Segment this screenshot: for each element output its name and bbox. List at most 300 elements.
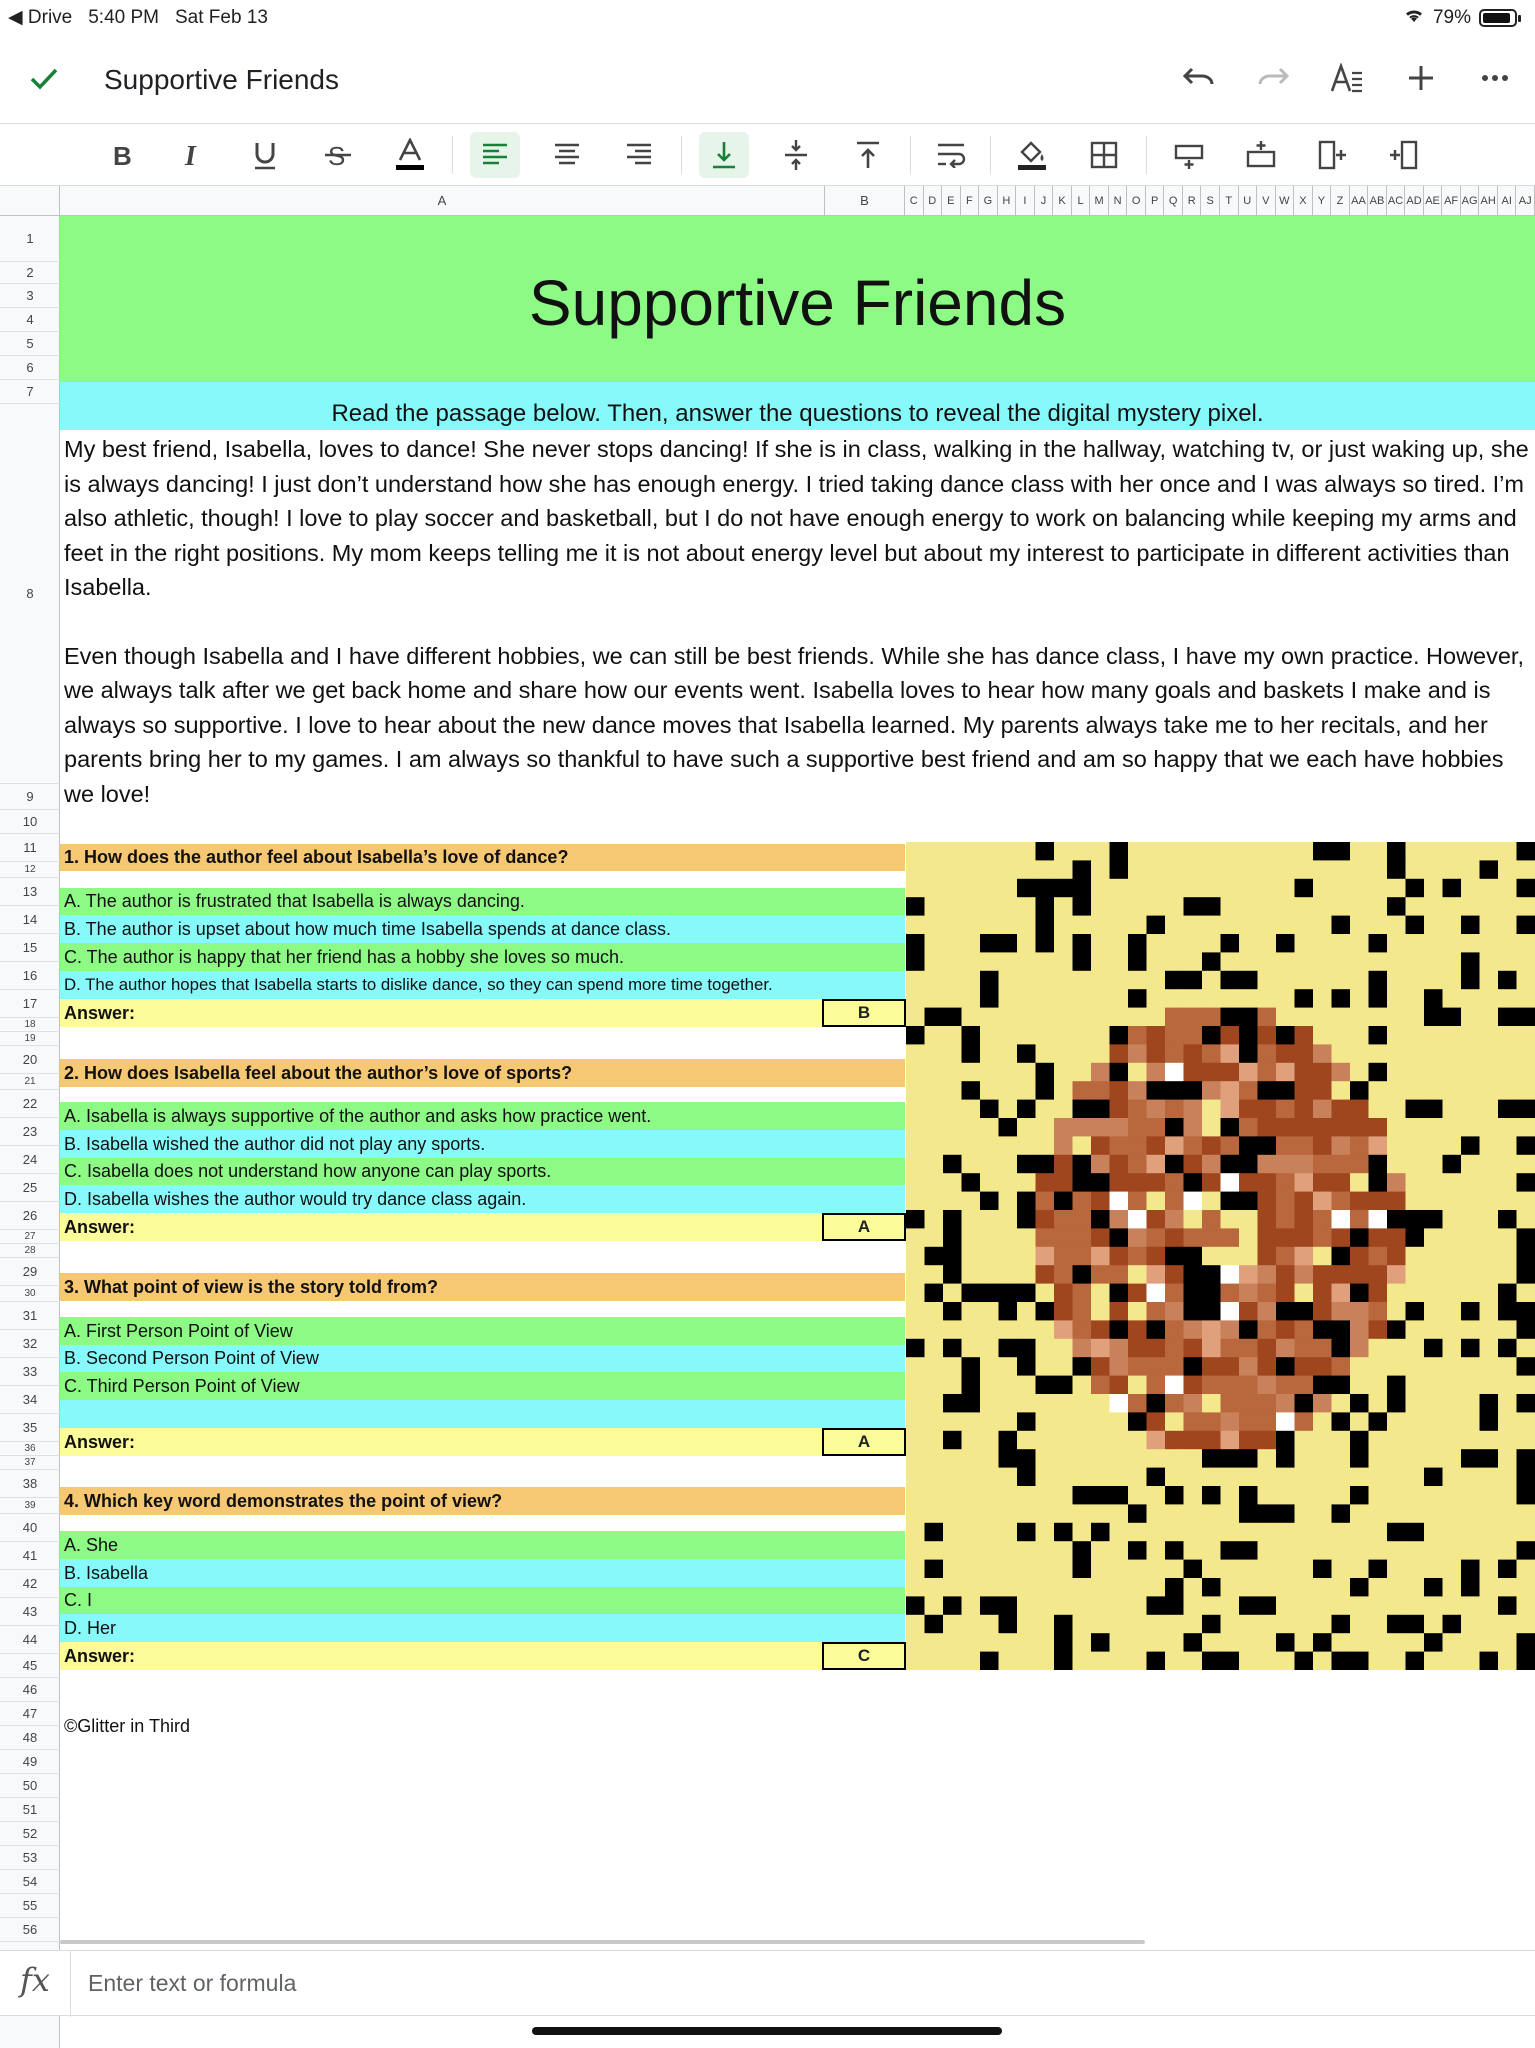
column-header-q[interactable]: Q [1164, 186, 1183, 216]
row-header-21[interactable]: 21 [0, 1074, 60, 1090]
pixel [1369, 1486, 1388, 1505]
column-header-ae[interactable]: AE [1424, 186, 1443, 216]
row-header-54[interactable]: 54 [0, 1870, 60, 1894]
pixel [1406, 1136, 1425, 1155]
pixel [1036, 860, 1055, 879]
pixel [1073, 1192, 1092, 1211]
row-header-19[interactable]: 19 [0, 1032, 60, 1046]
pixel [1498, 1339, 1517, 1358]
row-header-36[interactable]: 36 [0, 1442, 60, 1456]
pixel [1017, 1431, 1036, 1450]
question-3-empty-row[interactable] [60, 1400, 905, 1428]
question-3-option-a[interactable]: A. First Person Point of View [60, 1317, 905, 1345]
pixel [1221, 1284, 1240, 1303]
horizontal-scrollbar[interactable] [60, 1940, 1145, 1944]
pixel [1110, 1192, 1129, 1211]
row-header-10[interactable]: 10 [0, 810, 60, 834]
column-header-y[interactable]: Y [1313, 186, 1332, 216]
pixel [1332, 1210, 1351, 1229]
pixel [1128, 842, 1147, 861]
column-header-ag[interactable]: AG [1461, 186, 1480, 216]
valign-bottom-icon[interactable] [699, 132, 749, 178]
pixel [1332, 952, 1351, 971]
row-header-11[interactable]: 11 [0, 834, 60, 862]
borders-icon[interactable] [1079, 132, 1129, 178]
pixel [1239, 1247, 1258, 1266]
question-2[interactable]: 2. How does Isabella feel about the author’s love of sports? [60, 1059, 905, 1087]
pixel [1165, 1155, 1184, 1174]
pixel [925, 1265, 944, 1284]
question-3[interactable]: 3. What point of view is the story told from? [60, 1273, 905, 1301]
row-header-44[interactable]: 44 [0, 1626, 60, 1654]
pixel [1387, 916, 1406, 935]
pixel [999, 1412, 1018, 1431]
column-header-aa[interactable]: AA [1350, 186, 1369, 216]
pixel [1110, 1118, 1129, 1137]
pixel [1332, 1376, 1351, 1395]
row-header-24[interactable]: 24 [0, 1146, 60, 1174]
column-header-u[interactable]: U [1239, 186, 1258, 216]
pixel [980, 1560, 999, 1579]
pixel [943, 897, 962, 916]
pixel [1313, 842, 1332, 861]
format-toolbar [0, 124, 1535, 186]
pixel [1258, 1192, 1277, 1211]
pixel [1091, 1652, 1110, 1670]
column-header-e[interactable]: E [942, 186, 961, 216]
row-header-9[interactable]: 9 [0, 784, 60, 810]
select-all-corner[interactable] [0, 186, 60, 216]
row-header-27[interactable]: 27 [0, 1230, 60, 1244]
sheet-area[interactable] [60, 216, 1535, 1946]
pixel [1369, 1008, 1388, 1027]
undo-icon[interactable] [1179, 58, 1219, 98]
row-header-18[interactable]: 18 [0, 1018, 60, 1032]
insert-col-left-icon[interactable] [1308, 132, 1358, 178]
row-header-47[interactable]: 47 [0, 1702, 60, 1726]
pixel [1480, 971, 1499, 990]
pixel [943, 1504, 962, 1523]
title-bar [0, 44, 1535, 124]
pixel [1443, 952, 1462, 971]
pixel [1332, 1118, 1351, 1137]
strikethrough-icon[interactable] [313, 132, 363, 178]
pixel [1387, 1081, 1406, 1100]
align-left-icon[interactable] [470, 132, 520, 178]
pixel [1073, 1210, 1092, 1229]
fill-color-icon[interactable] [1007, 132, 1057, 178]
pixel [1036, 1136, 1055, 1155]
column-header-d[interactable]: D [924, 186, 943, 216]
pixel [1480, 1339, 1499, 1358]
row-header-37[interactable]: 37 [0, 1456, 60, 1470]
pixel [1276, 1596, 1295, 1615]
pixel [1054, 1615, 1073, 1634]
pixel [1073, 1339, 1092, 1358]
row-header-22[interactable]: 22 [0, 1090, 60, 1118]
row-header-30[interactable]: 30 [0, 1286, 60, 1302]
row-header-8[interactable]: 8 [0, 404, 60, 784]
pixel [1017, 1320, 1036, 1339]
pixel [1406, 1578, 1425, 1597]
pixel [1110, 1394, 1129, 1413]
pixel [1258, 1339, 1277, 1358]
pixel [1239, 916, 1258, 935]
pixel [980, 1118, 999, 1137]
pixel [1406, 1431, 1425, 1450]
pixel [1258, 860, 1277, 879]
pixel [1258, 1173, 1277, 1192]
pixel [1369, 1210, 1388, 1229]
row-header-35[interactable]: 35 [0, 1414, 60, 1442]
question-2-option-c[interactable]: C. Isabella does not understand how anyone can play sports. [60, 1158, 905, 1185]
pixel [906, 1136, 925, 1155]
pixel [1517, 1063, 1535, 1082]
pixel [1147, 1044, 1166, 1063]
row-header-28[interactable]: 28 [0, 1244, 60, 1258]
column-header-t[interactable]: T [1220, 186, 1239, 216]
column-header-c[interactable]: C [905, 186, 924, 216]
answer-cell-2[interactable]: A [822, 1213, 906, 1241]
pixel [1350, 1596, 1369, 1615]
row-header-33[interactable]: 33 [0, 1358, 60, 1386]
pixel [1128, 1192, 1147, 1211]
pixel [1239, 897, 1258, 916]
pixel [1221, 1504, 1240, 1523]
row-header-45[interactable]: 45 [0, 1654, 60, 1678]
column-header-ac[interactable]: AC [1387, 186, 1406, 216]
pixel [1443, 1504, 1462, 1523]
pixel [1036, 1615, 1055, 1634]
row-header-43[interactable]: 43 [0, 1598, 60, 1626]
align-center-icon[interactable] [542, 132, 592, 178]
pixel [1313, 1504, 1332, 1523]
pixel [1498, 897, 1517, 916]
pixel [1202, 1449, 1221, 1468]
column-header-l[interactable]: L [1072, 186, 1091, 216]
question-2-option-b[interactable]: B. Isabella wished the author did not play any sports. [60, 1130, 905, 1158]
row-header-16[interactable]: 16 [0, 962, 60, 990]
question-1-option-a[interactable]: A. The author is frustrated that Isabella is always dancing. [60, 888, 905, 915]
row-header-26[interactable]: 26 [0, 1202, 60, 1230]
row-header-14[interactable]: 14 [0, 906, 60, 934]
pixel [999, 1431, 1018, 1450]
row-header-56[interactable]: 56 [0, 1918, 60, 1942]
answer-cell-4[interactable]: C [822, 1642, 906, 1670]
pixel [1091, 1578, 1110, 1597]
text-format-icon[interactable] [1327, 58, 1367, 98]
row-header-55[interactable]: 55 [0, 1894, 60, 1918]
more-icon[interactable] [1475, 58, 1515, 98]
pixel [1221, 971, 1240, 990]
underline-icon[interactable] [240, 132, 290, 178]
fx-icon: fx [20, 1961, 50, 1999]
home-indicator[interactable] [532, 2027, 1002, 2035]
question-4-option-d[interactable]: D. Her [60, 1614, 905, 1642]
insert-row-above-icon[interactable] [1164, 132, 1214, 178]
pixel [1165, 1081, 1184, 1100]
pixel [1165, 1633, 1184, 1652]
pixel [1332, 879, 1351, 898]
align-right-icon[interactable] [614, 132, 664, 178]
pixel [925, 1615, 944, 1634]
pixel [1443, 1118, 1462, 1137]
pixel [1276, 952, 1295, 971]
pixel [1221, 1008, 1240, 1027]
column-header-z[interactable]: Z [1331, 186, 1350, 216]
pixel [1424, 916, 1443, 935]
title-banner[interactable] [60, 216, 1535, 382]
plus-icon[interactable] [1401, 58, 1441, 98]
row-header-53[interactable]: 53 [0, 1846, 60, 1870]
pixel [1313, 1228, 1332, 1247]
pixel [1239, 971, 1258, 990]
pixel [1387, 989, 1406, 1008]
valign-middle-icon[interactable] [771, 132, 821, 178]
redo-icon[interactable] [1253, 58, 1293, 98]
pixel [962, 1044, 981, 1063]
column-header-af[interactable]: AF [1442, 186, 1461, 216]
pixel [962, 1578, 981, 1597]
pixel [1387, 1008, 1406, 1027]
pixel [1017, 1578, 1036, 1597]
column-header-i[interactable]: I [1016, 186, 1035, 216]
row-header-17[interactable]: 17 [0, 990, 60, 1018]
row-header-2[interactable]: 2 [0, 262, 60, 284]
pixel [1202, 1523, 1221, 1542]
column-header-f[interactable]: F [961, 186, 980, 216]
row-header-7[interactable]: 7 [0, 380, 60, 404]
question-1-option-d[interactable]: D. The author hopes that Isabella starts to dislike dance, so they can spend more time together. [60, 971, 905, 999]
column-header-ab[interactable]: AB [1368, 186, 1387, 216]
column-header-k[interactable]: K [1053, 186, 1072, 216]
pixel [1387, 971, 1406, 990]
check-icon[interactable] [28, 62, 64, 98]
row-header-4[interactable]: 4 [0, 308, 60, 332]
pixel [999, 1210, 1018, 1229]
question-1[interactable]: 1. How does the author feel about Isabella’s love of dance? [60, 844, 905, 871]
pixel [1406, 1228, 1425, 1247]
row-header-6[interactable]: 6 [0, 356, 60, 380]
pixel [1184, 916, 1203, 935]
row-header-29[interactable]: 29 [0, 1258, 60, 1286]
column-header-g[interactable]: G [979, 186, 998, 216]
pixel [1202, 1468, 1221, 1487]
question-3-option-c[interactable]: C. Third Person Point of View [60, 1372, 905, 1400]
insert-row-below-icon[interactable] [1236, 132, 1286, 178]
pixel [1147, 1210, 1166, 1229]
column-header-o[interactable]: O [1127, 186, 1146, 216]
row-header-41[interactable]: 41 [0, 1542, 60, 1570]
column-header-w[interactable]: W [1276, 186, 1295, 216]
question-4-option-b[interactable]: B. Isabella [60, 1559, 905, 1587]
row-header-40[interactable]: 40 [0, 1514, 60, 1542]
pixel [925, 1063, 944, 1082]
pixel [1443, 1633, 1462, 1652]
instructions-row[interactable] [60, 382, 1535, 430]
pixel [1387, 1155, 1406, 1174]
pixel [1332, 1284, 1351, 1303]
row-header-1[interactable]: 1 [0, 216, 60, 262]
wrap-icon[interactable] [926, 132, 976, 178]
pixel [1147, 1504, 1166, 1523]
pixel [1202, 1431, 1221, 1450]
row-header-5[interactable]: 5 [0, 332, 60, 356]
column-header-x[interactable]: X [1294, 186, 1313, 216]
pixel [925, 1412, 944, 1431]
question-2-option-a[interactable]: A. Isabella is always supportive of the author and asks how practice went. [60, 1102, 905, 1130]
pixel [1424, 1155, 1443, 1174]
pixel [1239, 1596, 1258, 1615]
pixel [1091, 1210, 1110, 1229]
pixel [1147, 879, 1166, 898]
row-header-13[interactable]: 13 [0, 878, 60, 906]
row-header-52[interactable]: 52 [0, 1822, 60, 1846]
pixel [1406, 1284, 1425, 1303]
question-2-option-d[interactable]: D. Isabella wishes the author would try dance class again. [60, 1185, 905, 1213]
pixel [1258, 934, 1277, 953]
pixel [1165, 1376, 1184, 1395]
pixel [1036, 1431, 1055, 1450]
pixel [1276, 1615, 1295, 1634]
row-header-20[interactable]: 20 [0, 1046, 60, 1074]
pixel [1387, 1284, 1406, 1303]
pixel [1406, 1081, 1425, 1100]
pixel [980, 1100, 999, 1119]
bold-icon[interactable] [97, 132, 147, 178]
pixel [1221, 1063, 1240, 1082]
pixel [1498, 1541, 1517, 1560]
pixel [962, 952, 981, 971]
pixel [980, 1081, 999, 1100]
pixel [1387, 1136, 1406, 1155]
pixel [1480, 1210, 1499, 1229]
pixel [1313, 879, 1332, 898]
pixel [1332, 1394, 1351, 1413]
pixel [1128, 1431, 1147, 1450]
column-header-a[interactable]: A [60, 186, 825, 216]
question-4[interactable]: 4. Which key word demonstrates the point of view? [60, 1487, 905, 1515]
row-header-49[interactable]: 49 [0, 1750, 60, 1774]
pixel [1424, 1486, 1443, 1505]
answer-cell-3[interactable]: A [822, 1428, 906, 1456]
pixel [1017, 1118, 1036, 1137]
row-header-46[interactable]: 46 [0, 1678, 60, 1702]
text-color-icon[interactable] [385, 132, 435, 178]
pixel [925, 1210, 944, 1229]
pixel [1517, 1394, 1535, 1413]
column-header-n[interactable]: N [1109, 186, 1128, 216]
answer-cell-1[interactable]: B [822, 999, 906, 1027]
pixel [962, 1100, 981, 1119]
insert-col-right-icon[interactable] [1378, 132, 1428, 178]
row-header-25[interactable]: 25 [0, 1174, 60, 1202]
column-header-ah[interactable]: AH [1479, 186, 1498, 216]
battery-percent: 79% [1432, 7, 1471, 28]
pixel [943, 916, 962, 935]
pixel [1165, 952, 1184, 971]
pixel [1147, 897, 1166, 916]
row-header-48[interactable]: 48 [0, 1726, 60, 1750]
formula-input[interactable] [88, 1963, 1488, 2003]
pixel [1350, 971, 1369, 990]
column-header-h[interactable]: H [998, 186, 1017, 216]
pixel [1239, 1449, 1258, 1468]
pixel [943, 1228, 962, 1247]
pixel [1461, 1247, 1480, 1266]
pixel [1147, 1449, 1166, 1468]
column-header-p[interactable]: P [1146, 186, 1165, 216]
column-header-aj[interactable]: AJ [1516, 186, 1535, 216]
row-header-31[interactable]: 31 [0, 1302, 60, 1330]
pixel [1276, 1652, 1295, 1670]
pixel [1406, 1044, 1425, 1063]
valign-top-icon[interactable] [843, 132, 893, 178]
pixel [1017, 1376, 1036, 1395]
pixel [1147, 1523, 1166, 1542]
pixel [1387, 1596, 1406, 1615]
row-header-39[interactable]: 39 [0, 1498, 60, 1514]
question-1-option-c[interactable]: C. The author is happy that her friend has a hobby she loves so much. [60, 943, 905, 971]
column-header-r[interactable]: R [1183, 186, 1202, 216]
row-header-34[interactable]: 34 [0, 1386, 60, 1414]
row-header-3[interactable]: 3 [0, 284, 60, 308]
column-header-ad[interactable]: AD [1405, 186, 1424, 216]
pixel [1295, 1265, 1314, 1284]
pixel [1147, 952, 1166, 971]
pixel [1091, 1081, 1110, 1100]
row-header-15[interactable]: 15 [0, 934, 60, 962]
pixel [1091, 971, 1110, 990]
row-header-51[interactable]: 51 [0, 1798, 60, 1822]
pixel [1258, 842, 1277, 861]
pixel [1258, 1633, 1277, 1652]
column-header-b[interactable]: B [825, 186, 905, 216]
pixel [1202, 1633, 1221, 1652]
column-header-j[interactable]: J [1035, 186, 1054, 216]
pixel [1313, 1596, 1332, 1615]
pixel [1313, 1008, 1332, 1027]
row-header-38[interactable]: 38 [0, 1470, 60, 1498]
question-1-option-b[interactable]: B. The author is upset about how much time Isabella spends at dance class. [60, 915, 905, 943]
question-4-option-a[interactable]: A. She [60, 1531, 905, 1559]
column-header-ai[interactable]: AI [1498, 186, 1517, 216]
row-header-32[interactable]: 32 [0, 1330, 60, 1358]
column-header-s[interactable]: S [1201, 186, 1220, 216]
pixel [1091, 1192, 1110, 1211]
row-header-50[interactable]: 50 [0, 1774, 60, 1798]
pixel [1165, 1210, 1184, 1229]
pixel [1369, 1523, 1388, 1542]
pixel [962, 971, 981, 990]
pixel [1295, 1541, 1314, 1560]
pixel [1054, 971, 1073, 990]
back-to-app-link[interactable]: ◀ Drive [8, 7, 73, 28]
pixel [1461, 1118, 1480, 1137]
row-header-12[interactable]: 12 [0, 862, 60, 878]
row-header-23[interactable]: 23 [0, 1118, 60, 1146]
document-title[interactable]: Supportive Friends [104, 64, 340, 95]
question-3-option-b[interactable]: B. Second Person Point of View [60, 1345, 905, 1372]
column-header-m[interactable]: M [1090, 186, 1109, 216]
italic-icon[interactable] [168, 132, 218, 178]
pixel [1202, 1320, 1221, 1339]
pixel [1184, 1155, 1203, 1174]
column-header-v[interactable]: V [1257, 186, 1276, 216]
question-4-option-c[interactable]: C. I [60, 1587, 905, 1614]
row-header-42[interactable]: 42 [0, 1570, 60, 1598]
pixel [1517, 1449, 1535, 1468]
